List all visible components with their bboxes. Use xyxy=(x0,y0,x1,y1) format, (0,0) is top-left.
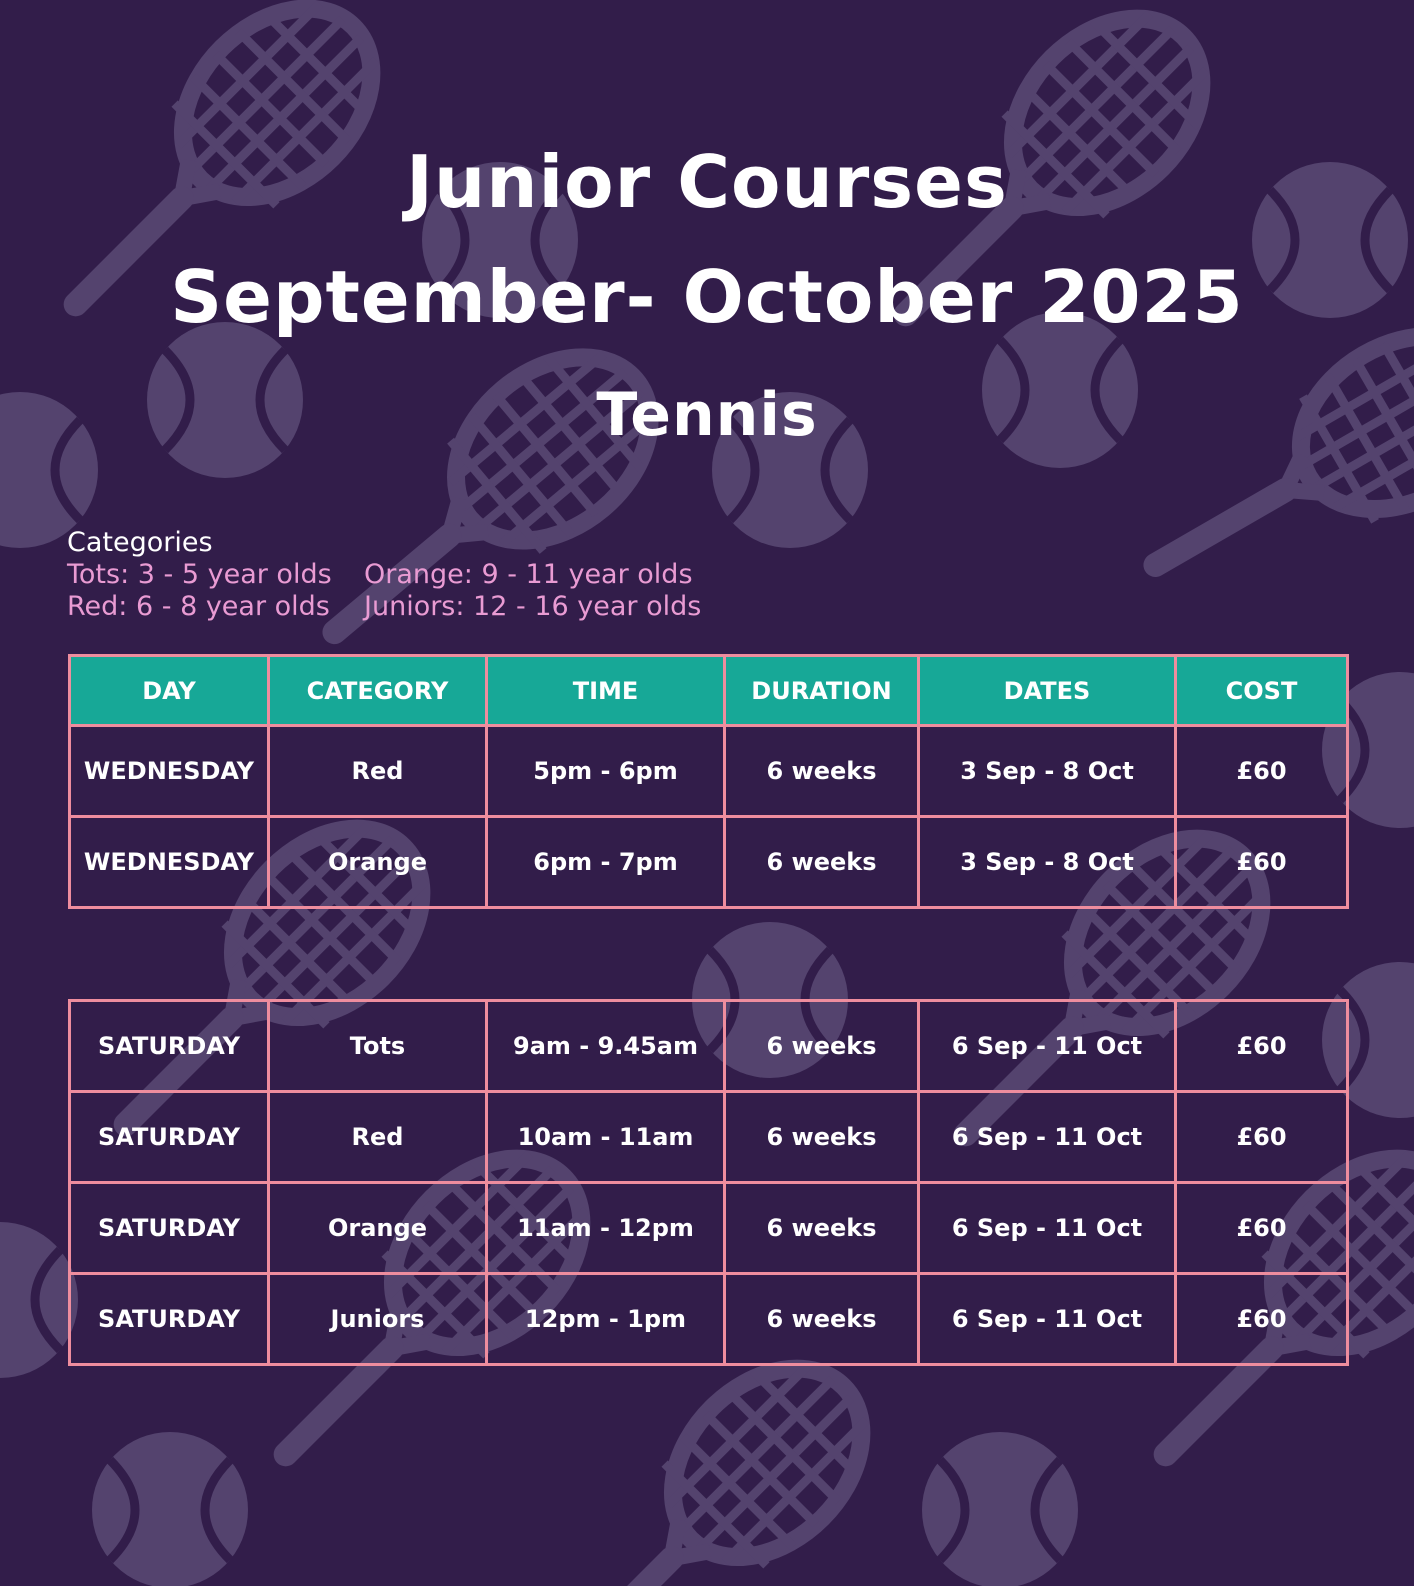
saturday-schedule-table xyxy=(68,999,1349,1366)
categories-legend xyxy=(67,527,701,623)
table-row xyxy=(70,1092,1348,1183)
table-cell: 6 Sep - 11 Oct xyxy=(919,1274,1176,1365)
category-red: Red: 6 - 8 year olds xyxy=(67,591,330,622)
table-cell: 6 weeks xyxy=(725,817,919,908)
table-cell: £60 xyxy=(1176,817,1348,908)
table-header-row xyxy=(70,656,1348,726)
table-row xyxy=(70,1183,1348,1274)
table-cell: WEDNESDAY xyxy=(70,817,269,908)
table-cell: 6 Sep - 11 Oct xyxy=(919,1092,1176,1183)
table-cell: £60 xyxy=(1176,1092,1348,1183)
table-cell: SATURDAY xyxy=(70,1274,269,1365)
table-cell: 6 Sep - 11 Oct xyxy=(919,1183,1176,1274)
table-cell: 6 weeks xyxy=(725,1183,919,1274)
table-cell: Orange xyxy=(269,1183,487,1274)
column-header: DAY xyxy=(70,656,269,726)
table-cell: Orange xyxy=(269,817,487,908)
table-cell: SATURDAY xyxy=(70,1092,269,1183)
column-header: DURATION xyxy=(725,656,919,726)
table-cell: 3 Sep - 8 Oct xyxy=(919,817,1176,908)
wednesday-schedule-table xyxy=(68,654,1349,909)
column-header: COST xyxy=(1176,656,1348,726)
table-cell: SATURDAY xyxy=(70,1001,269,1092)
table-cell: SATURDAY xyxy=(70,1183,269,1274)
category-tots: Tots: 3 - 5 year olds xyxy=(67,559,332,590)
column-header: CATEGORY xyxy=(269,656,487,726)
table-cell: 6pm - 7pm xyxy=(487,817,725,908)
sport-title: Tennis xyxy=(596,380,818,450)
category-juniors: Juniors: 12 - 16 year olds xyxy=(364,591,702,622)
table-cell: 3 Sep - 8 Oct xyxy=(919,726,1176,817)
table-cell: Tots xyxy=(269,1001,487,1092)
table-row xyxy=(70,1274,1348,1365)
table-row xyxy=(70,1001,1348,1092)
page-title: Junior Courses xyxy=(406,140,1008,224)
table-cell: £60 xyxy=(1176,726,1348,817)
table-cell: Red xyxy=(269,726,487,817)
table-cell: 6 weeks xyxy=(725,1001,919,1092)
table-cell: Juniors xyxy=(269,1274,487,1365)
table-row xyxy=(70,817,1348,908)
table-cell: £60 xyxy=(1176,1183,1348,1274)
table-cell: 10am - 11am xyxy=(487,1092,725,1183)
table-cell: 6 weeks xyxy=(725,726,919,817)
table-cell: 11am - 12pm xyxy=(487,1183,725,1274)
table-cell: £60 xyxy=(1176,1001,1348,1092)
table-cell: £60 xyxy=(1176,1274,1348,1365)
table-cell: 9am - 9.45am xyxy=(487,1001,725,1092)
table-cell: 12pm - 1pm xyxy=(487,1274,725,1365)
categories-heading: Categories xyxy=(67,527,213,558)
table-cell: 6 Sep - 11 Oct xyxy=(919,1001,1176,1092)
table-cell: WEDNESDAY xyxy=(70,726,269,817)
column-header: TIME xyxy=(487,656,725,726)
table-cell: 6 weeks xyxy=(725,1274,919,1365)
table-cell: Red xyxy=(269,1092,487,1183)
table-cell: 5pm - 6pm xyxy=(487,726,725,817)
column-header: DATES xyxy=(919,656,1176,726)
page-subtitle: September- October 2025 xyxy=(170,255,1244,339)
category-orange: Orange: 9 - 11 year olds xyxy=(364,559,693,590)
table-row xyxy=(70,726,1348,817)
table-cell: 6 weeks xyxy=(725,1092,919,1183)
